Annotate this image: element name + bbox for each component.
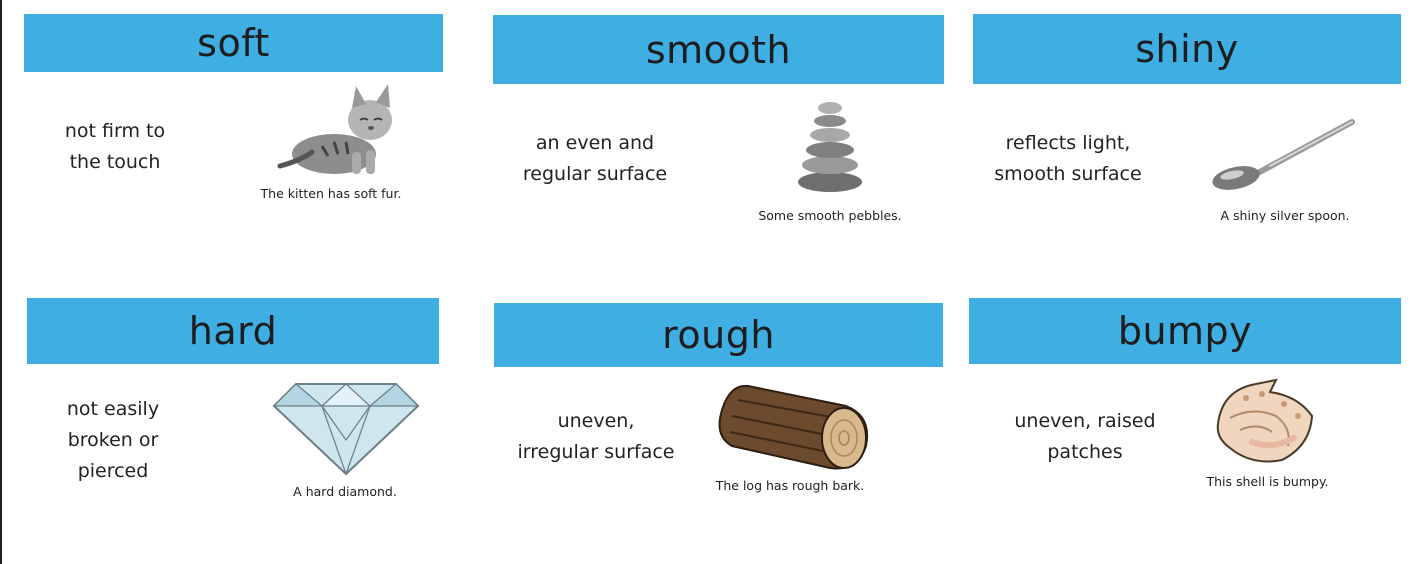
definition-line: pierced (77, 460, 149, 482)
definition-line: patches (1047, 441, 1123, 463)
caption: The kitten has soft fur. (260, 186, 402, 201)
definition-line: broken or (67, 429, 159, 451)
definition (496, 406, 696, 468)
definition-line: irregular surface (517, 441, 675, 463)
definition-line: regular surface (522, 163, 668, 185)
word-banner: soft (24, 14, 443, 72)
left-border (0, 0, 2, 564)
definition-line: uneven, (557, 410, 635, 432)
definition-line: not firm to (64, 120, 166, 142)
definition-line: not easily (66, 398, 160, 420)
word-banner: smooth (493, 15, 944, 84)
pebbles-icon (795, 98, 865, 194)
spoon-icon (1210, 112, 1360, 192)
word-banner: hard (27, 298, 439, 364)
word-banner: shiny (973, 14, 1401, 84)
definition-line: uneven, raised (1014, 410, 1156, 432)
caption: The log has rough bark. (715, 478, 865, 493)
definition-line: smooth surface (994, 163, 1142, 185)
caption: This shell is bumpy. (1206, 474, 1329, 489)
definition (40, 116, 190, 178)
definition-line: the touch (69, 151, 161, 173)
definition-line: reflects light, (1005, 132, 1131, 154)
diamond-icon (272, 380, 420, 476)
definition (990, 406, 1180, 468)
caption: Some smooth pebbles. (758, 208, 902, 223)
definition-line: an even and (535, 132, 655, 154)
kitten-icon (272, 80, 417, 180)
caption: A hard diamond. (293, 484, 397, 499)
log-icon (718, 376, 874, 476)
word-banner: bumpy (969, 298, 1401, 364)
shell-icon (1212, 376, 1317, 466)
definition (48, 394, 178, 487)
definition (500, 128, 690, 190)
definition (978, 128, 1158, 190)
caption: A shiny silver spoon. (1220, 208, 1350, 223)
word-banner: rough (494, 303, 943, 367)
